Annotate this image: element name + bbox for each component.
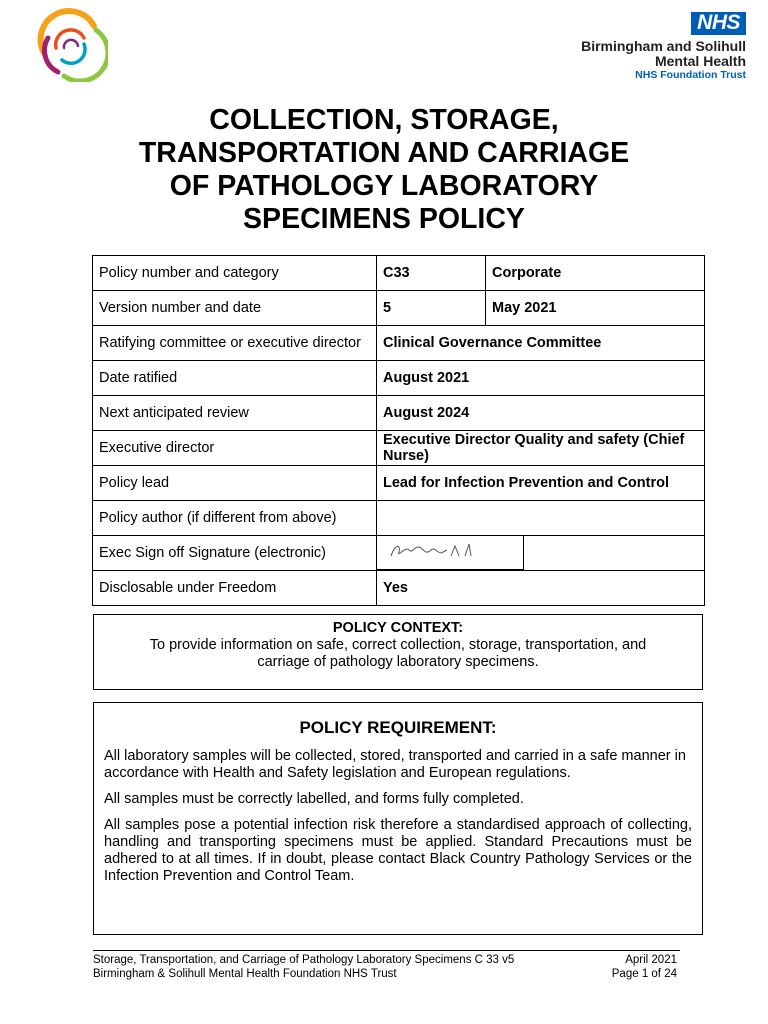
row-label: Policy author (if different from above) bbox=[93, 501, 377, 536]
row-value-secondary: Corporate bbox=[486, 256, 705, 291]
row-value: August 2024 bbox=[377, 396, 705, 431]
table-row bbox=[93, 501, 705, 536]
policy-requirement-heading: POLICY REQUIREMENT: bbox=[299, 718, 497, 737]
row-value: 5 bbox=[377, 291, 486, 326]
row-label: Date ratified bbox=[93, 361, 377, 396]
row-label: Exec Sign off Signature (electronic) bbox=[93, 536, 377, 571]
page-footer bbox=[93, 953, 677, 981]
footer-divider bbox=[93, 950, 680, 951]
row-value: Clinical Governance Committee bbox=[377, 326, 705, 361]
table-row bbox=[93, 291, 705, 326]
title-line: SPECIMENS POLICY bbox=[243, 203, 525, 235]
table-row bbox=[93, 361, 705, 396]
row-value: Lead for Infection Prevention and Control bbox=[377, 466, 705, 501]
signature-box bbox=[377, 536, 524, 570]
footer-date: April 2021 bbox=[625, 954, 677, 966]
policy-context-box bbox=[93, 614, 703, 690]
footer-trust: Birmingham & Solihull Mental Health Foundation NHS Trust bbox=[93, 968, 397, 980]
table-row bbox=[93, 571, 705, 606]
requirement-paragraph: All laboratory samples will be collected, stored, transported and carried in a safe manner in accordance with Health and Safety legislation and European regulations. bbox=[104, 748, 686, 781]
trust-name-line3: NHS Foundation Trust bbox=[635, 69, 746, 81]
policy-context-heading: POLICY CONTEXT: bbox=[332, 620, 464, 636]
table-row bbox=[93, 431, 705, 466]
table-row bbox=[93, 536, 705, 571]
swirl-logo-icon bbox=[34, 8, 108, 82]
policy-info-table bbox=[92, 255, 705, 606]
title-line: TRANSPORTATION AND CARRIAGE bbox=[138, 137, 630, 169]
table-row bbox=[93, 256, 705, 291]
row-label: Ratifying committee or executive director bbox=[93, 326, 377, 361]
trust-name-line2: Mental Health bbox=[654, 53, 746, 69]
trust-name-line1: Birmingham and Solihull bbox=[581, 38, 746, 54]
document-title bbox=[60, 104, 708, 236]
policy-context-text: To provide information on safe, correct collection, storage, transportation, and carriage of pathology laboratory specimens. bbox=[149, 637, 647, 670]
requirement-paragraph: All samples must be correctly labelled, and forms fully completed. bbox=[104, 791, 524, 807]
row-value bbox=[377, 501, 705, 536]
nhs-trust-logo bbox=[546, 12, 746, 82]
row-value-secondary: May 2021 bbox=[486, 291, 705, 326]
row-label: Policy number and category bbox=[93, 256, 377, 291]
table-row bbox=[93, 466, 705, 501]
policy-requirement-box bbox=[93, 702, 703, 935]
row-label: Next anticipated review bbox=[93, 396, 377, 431]
row-label: Executive director bbox=[93, 431, 377, 466]
row-value: Yes bbox=[377, 571, 705, 606]
signature-cell bbox=[377, 536, 705, 571]
row-value: August 2021 bbox=[377, 361, 705, 396]
signature-image bbox=[387, 540, 482, 562]
title-line: OF PATHOLOGY LABORATORY bbox=[169, 170, 599, 202]
row-value: Executive Director Quality and safety (Chief Nurse) bbox=[377, 431, 705, 466]
row-label: Version number and date bbox=[93, 291, 377, 326]
nhs-badge: NHS bbox=[691, 12, 746, 35]
table-row bbox=[93, 326, 705, 361]
title-line: COLLECTION, STORAGE, bbox=[209, 104, 559, 136]
row-label: Disclosable under Freedom bbox=[93, 571, 377, 606]
footer-page-number: Page 1 of 24 bbox=[611, 968, 677, 980]
row-value: C33 bbox=[377, 256, 486, 291]
footer-doc-title: Storage, Transportation, and Carriage of Pathology Laboratory Specimens C 33 v5 bbox=[93, 954, 515, 966]
row-label: Policy lead bbox=[93, 466, 377, 501]
table-row bbox=[93, 396, 705, 431]
requirement-paragraph: All samples pose a potential infection risk therefore a standardised approach of collecting, handling and transporting specimens must be applied. Standard Precautions must be adhered to at all times. If in doubt, please contact Black Country Pathology Services or the Infection Prevention and Control Team. bbox=[104, 817, 692, 884]
